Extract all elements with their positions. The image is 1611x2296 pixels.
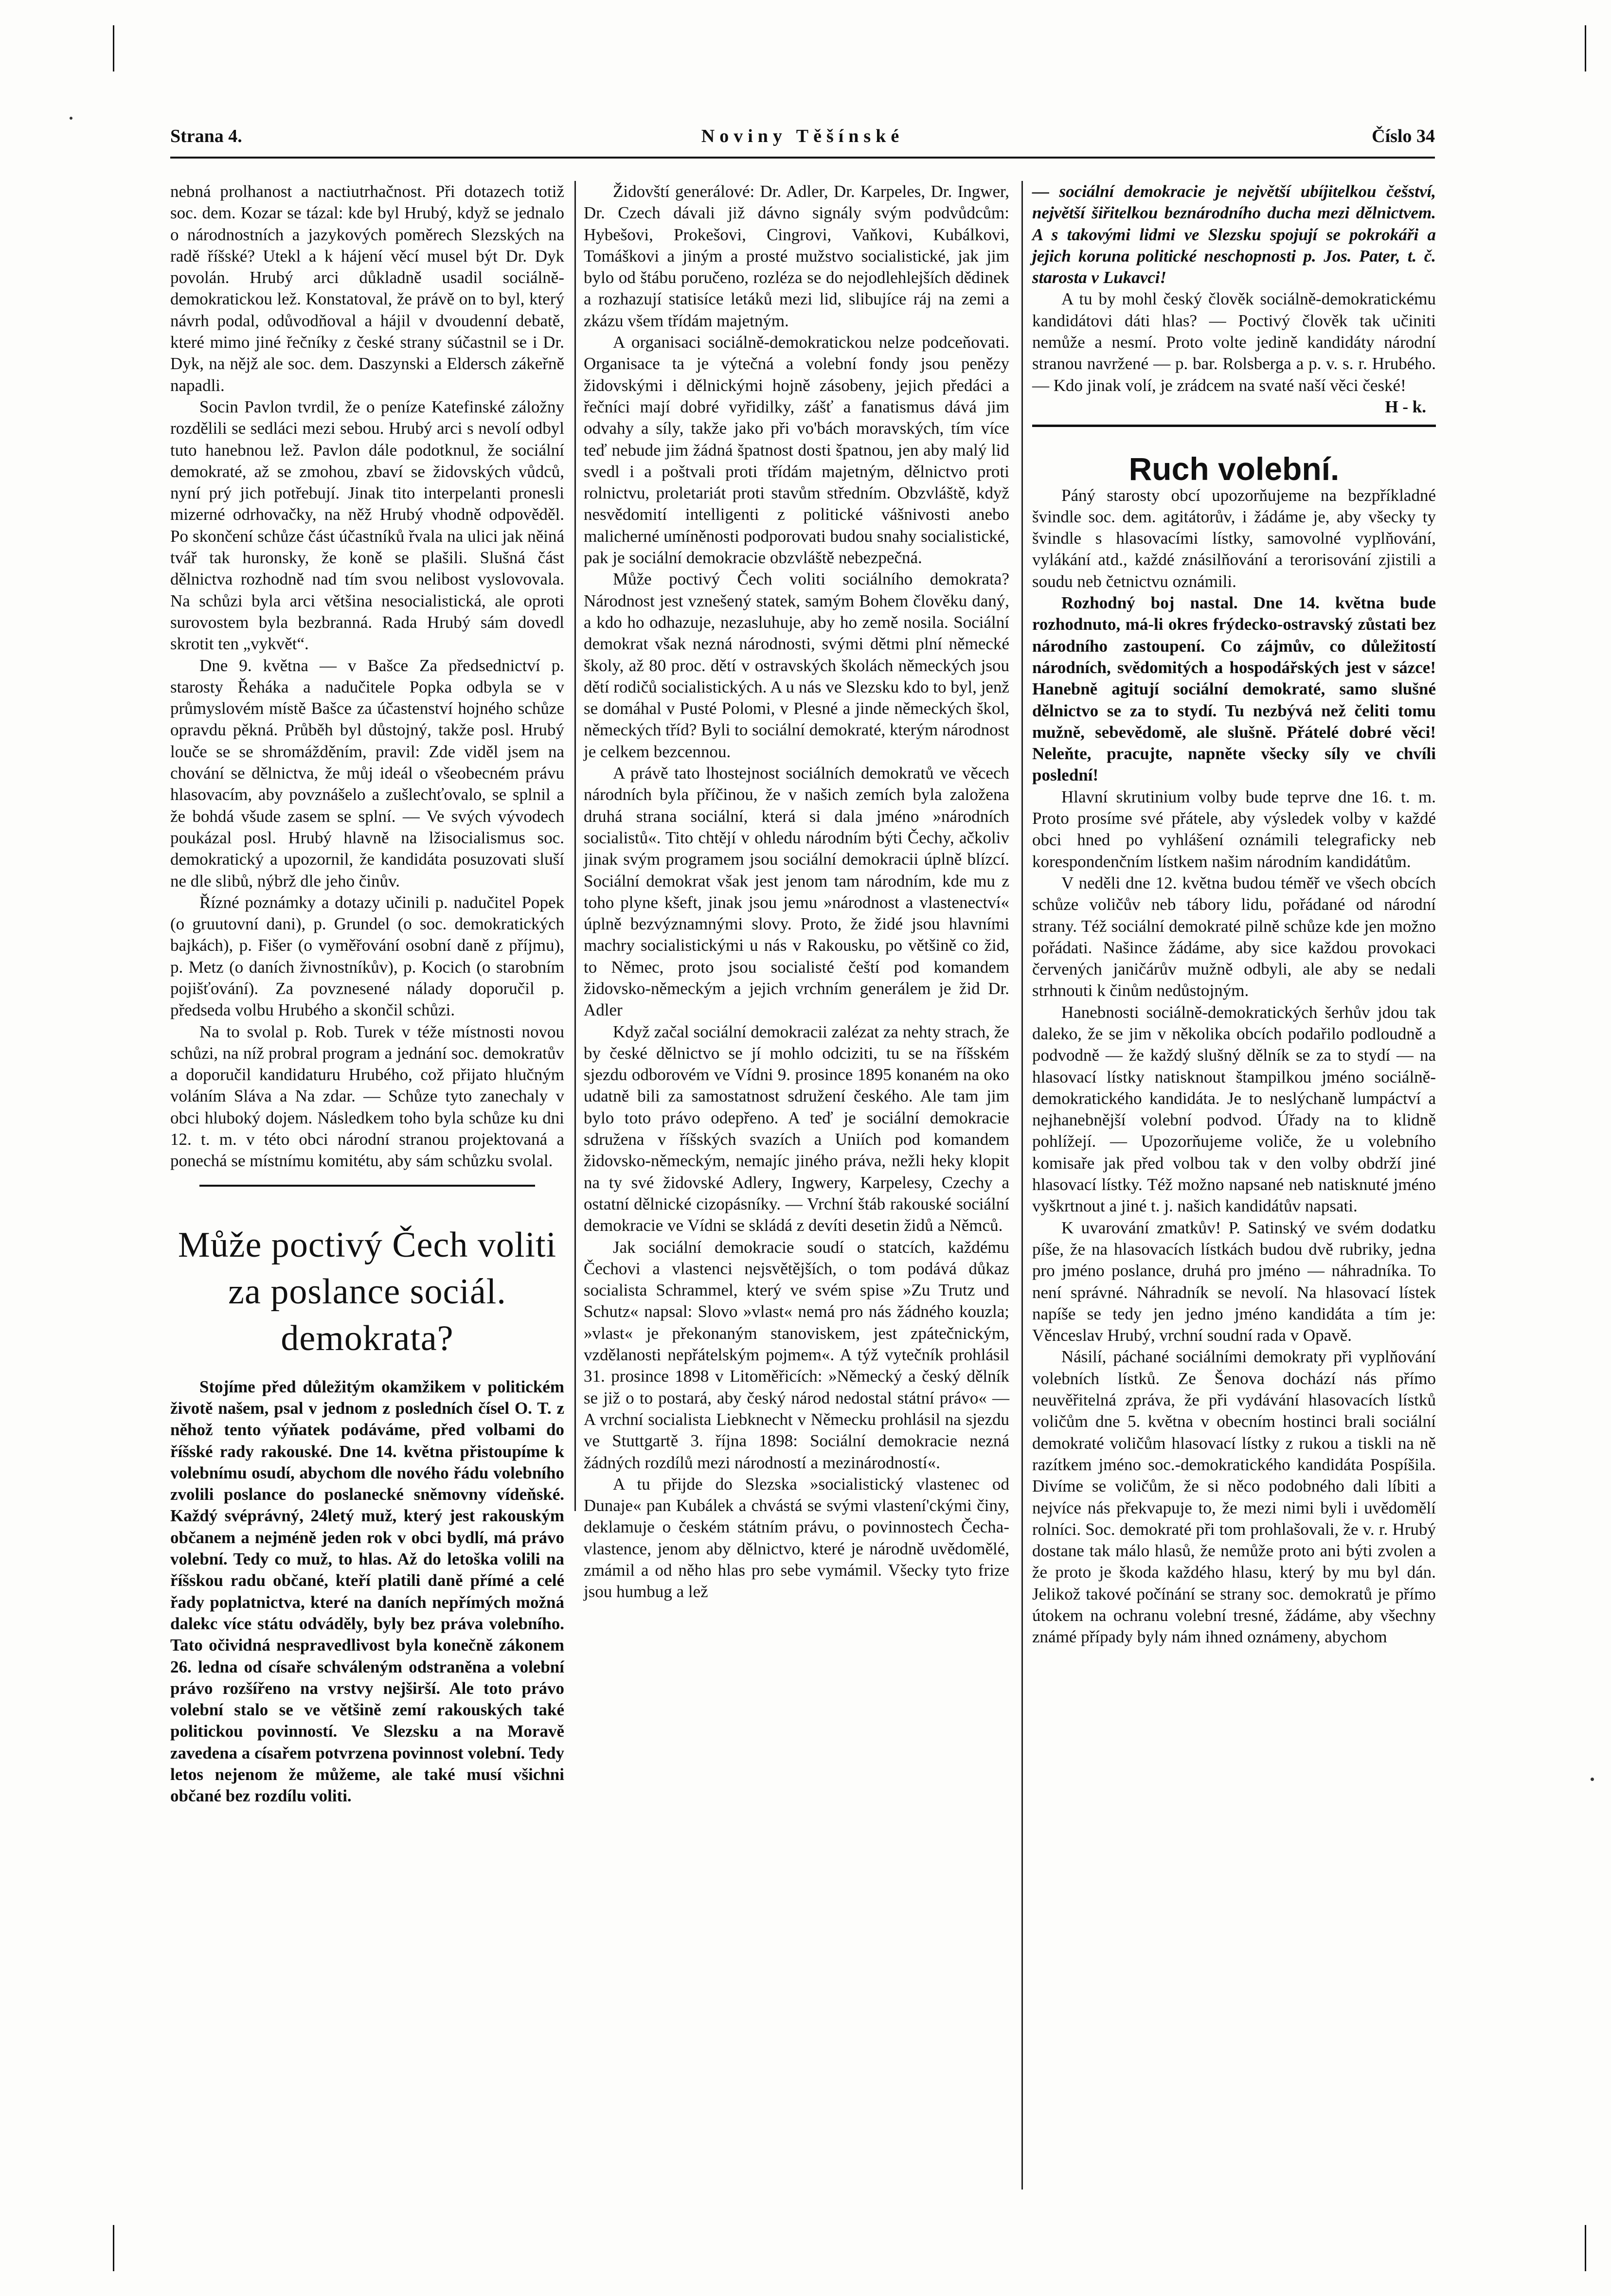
- crop-mark: [1585, 2225, 1586, 2271]
- news-paragraph: Páný starosty obcí upozorňujeme na bezpříkladné švindle soc. dem. agitátorův, i žádáme je, aby všecky ty švindle s hlasovacími lístky, samovolné vyplňování, vylákání atd., každé znásilňování a terorisování zjistili a soudu neb četnictvu oznámili.: [1032, 485, 1436, 591]
- column-divider: [1021, 181, 1023, 2189]
- article-paragraph: Může poctivý Čech voliti sociálního demokrata? Národnost jest vznešený statek, samým Bohem člověku daný, a kdo ho odhazuje, nezasluhuje, aby ho země nosila. Sociální demokrat však nezná národnosti, svými dětmi plní německé školy, až 80 proc. dětí v ostravských školách německých jsou dětí rodičů socialistických. A u nás ve Slezsku kdo to byl, jenž se domáhal v Pusté Polomi, v Plesné a jinde německých škol, německých tříd? Byli to sociální demokraté, kterým národnost je celkem bezcennou.: [584, 570, 1009, 761]
- masthead-title: Noviny Těšínské: [701, 126, 904, 146]
- column-divider: [574, 181, 576, 1511]
- article-paragraph: A tu by mohl český člověk sociálně-demokratickému kandidátovi dáti hlas? — Poctivý člověk tak učiniti nemůže a nesmí. Proto volte jedině kandidáty národní stranou navržené — p. bar. Rolsberga a p. v. s. r. Hrubého. — Kdo jinak volí, je zrádcem na svaté naší věci české!: [1032, 289, 1436, 395]
- crop-mark: [1585, 25, 1586, 71]
- scan-speck: [70, 117, 72, 120]
- article-headline: Může poctivý Čech voliti za poslance sociál. demokrata?: [178, 1225, 557, 1358]
- article-paragraph: Dne 9. května — v Bašce Za předsednictví p. starosty Řeháka a nadučitele Popka odbyla se v průmyslovém místě Bašce za účastenství hojného schůze opravdu pěkná. Průběh byl důstojný, takže posl. Hrubý louče se se shromážděním, pravil: Zde viděl jsem na chování se dělnictva, že můj ideál o všeobecném právu hlasovacím, aby povznášelo a zušlechťovalo, se splnil a že bohdá všude zasem se splní. — Ve svých vývodech poukázal posl. Hrubý hlavně na lžisocialismus soc. demokratický a upozornil, že kandidáta posuzovati sluší ne dle slibů, nýbrž dle jeho činův.: [170, 656, 564, 890]
- page-number: Strana 4.: [170, 126, 242, 146]
- article-paragraph: — sociální demokracie je největší ubíjitelkou češství, největší šiřitelkou beznárodního ducha mezi dělnictvem. A s takovými lidmi ve Slezsku spojují se pokrokáři a jejich koruna politické neschopnosti p. Jos. Pater, t. č. starosta v Lukavci!: [1032, 182, 1436, 287]
- author-signature: H - k.: [1385, 397, 1426, 416]
- crop-mark: [113, 2225, 114, 2271]
- column-2: [584, 181, 1009, 1603]
- news-paragraph: V neděli dne 12. května budou téměř ve všech obcích schůze voličův neb tábory lidu, pořádané od národní strany. Též sociální demokraté pilně schůze kde jen možno pořádati. Našince žádáme, aby sice každou provokaci červených janičárův mužně odbyli, ale aby se nedali strhnouti k činům nedůstojným.: [1032, 873, 1436, 1000]
- scan-speck: [1591, 1778, 1594, 1781]
- article-paragraph: Na to svolal p. Rob. Turek v téže místnosti novou schůzi, na níž probral program a jednání soc. demokratův a doporučil kandidaturu Hrubého, což přijato hlučným voláním Sláva a Na zdar. — Schůze tyto zanechaly v obci hluboký dojem. Následkem toho byla schůze ku dni 12. t. m. v této obci národní stranou projektovaná a ponechá se místnímu komitétu, aby sám schůzku svolal.: [170, 1022, 564, 1171]
- article-separator: [1032, 425, 1436, 427]
- article-paragraph: A organisaci sociálně-demokratickou nelze podceňovati. Organisace ta je výtečná a volební fondy jsou penězy židovskými i dělnickými hojně zásobeny, jejich předáci a řečníci mají dobré vyřidilky, zášť a fanatismus dává jim odvahy a síly, takže jako při vo'bách moravských, tím více teď nebude jim žádná špatnost dosti špatnou, jen aby malý lid svedl i a poštvali proti třídám majetným, dělnictvo proti rolnictvu, proletariát proti stavům středním. Obzvláště, když nesvědomití intelligenti z politické vášnivosti anebo malicherné umíněnosti podporovati budou snahy socialistické, pak je sociální demokracie obzvláště nebezpečná.: [584, 333, 1009, 568]
- column-1: [170, 181, 564, 1807]
- article-paragraph: Jak sociální demokracie soudí o statcích, každému Čechovi a vlastenci nejsvětějších, o tom podává důkaz socialista Schrammel, který ve svém spise »Zu Trutz und Schutz« napsal: Slovo »vlast« nemá pro nás žádného kouzla; »vlast« je překonaným stanoviskem, jest zpátečnickým, vzdělanosti nepřátelským pojmem«. A týž vytečník prohlásil 31. prosince 1898 v Litoměřicích: »Německý a český dělník se již o to postará, aby český národ nedostal státní právo« — A vrchní socialista Liebknecht v Německu prohlásil na sjezdu ve Stuttgartě 3. října 1898: Sociální demokracie nezná žádných rozdílů mezi národností a mezinárodností«.: [584, 1237, 1009, 1472]
- article-paragraph: Socin Pavlon tvrdil, že o peníze Katefinské záložny rozdělili se sedláci mezi sebou. Hrubý arci s nevolí odbyl tuto hanebnou lež. Pavlon dále podotknul, že sociální demokraté, až se zmohou, zbaví se židovských vůdců, nyní prý jich potřebují. Jinak tito interpelanti pronesli mizerné odrhovačky, na něž Hrubý vhodně odpověděl. Po skončení schůze část účastníků řvala na ulici jak něiná tvář tak huronsky, že koně se plašili. Slušná část dělnictva rozhodně nad tím svou nelibost vyslovovala. Na schůzi byla arci většina nesocialistická, ale oproti surovostem byla bezbranná. Rada Hrubý sám dovedl skrotit ten „vykvět“.: [170, 397, 564, 654]
- news-paragraph: K uvarování zmatkův! P. Satinský ve svém dodatku píše, že na hlasovacích lístkách budou dvě rubriky, jedna pro jméno poslance, druhá pro jméno — náhradníka. To není správné. Náhradník se nevolí. Na hlasovací lístek napíše se tedy jen jedno jméno kandidáta a tím je: Věnceslav Hrubý, vrchní soudní rada v Opavě.: [1032, 1218, 1436, 1345]
- news-paragraph: Násilí, páchané sociálními demokraty při vyplňování volebních lístků. Ze Šenova dochází nás přímo neuvěřitelná zpráva, že při vydávání hlasovacích lístků voličům dne 5. května v obecním hostinci brali sociální demokraté voličům hlasovací lístky z rukou a tiskli na ně razítkem jméno soc.-demokratického kandidáta Pospíšila. Divíme se voličům, že si něco podobného dali líbiti a nejvíce nás překvapuje to, že mezi nimi byli i uvědomělí rolníci. Soc. demokraté při tom prohlašovali, že v. r. Hrubý dostane tak málo hlasů, že nemůže proto ani býti zvolen a že proto je škoda každého hlasu, který by mu byl dán. Jelikož takové počínání se strany soc. demokratů je přímo útokem na ochranu volební tresné, žádáme, aby všechny známé případy byly nám ihned oznámeny, abychom: [1032, 1347, 1436, 1647]
- section-headline: Ruch volební.: [1128, 451, 1340, 487]
- news-paragraph: Rozhodný boj nastal. Dne 14. května bude rozhodnuto, má-li okres frýdecko-ostravský zůstati bez národního zastoupení. Co zájmův, co důležitostí národních, svědomitých a hospodářských jest v sázce! Hanebně agitují sociální demokraté, samo slušné dělnictvo se za to stydí. Tu nezbývá než čeliti tomu mužně, sebevědomě, ale slušně. Přátelé dobré věci! Neleňte, pracujte, napněte všecky síly ve chvíli poslední!: [1032, 593, 1436, 785]
- article-paragraph: Řízné poznámky a dotazy učinili p. nadučitel Popek (o gruutovní dani), p. Grundel (o soc. demokratických bajkách), p. Fišer (o vyměřování osobní daně z příjmu), p. Metz (o daních živnostníkův), p. Kocich (o starobním pojišťování). Za povznesené nálady doporučil p. předseda volbu Hrubého a skončil schůzi.: [170, 892, 564, 1020]
- article-paragraph: Stojíme před důležitým okamžikem v politickém životě našem, psal v jednom z posledních čísel O. T. z něhož tento výňatek podáváme, před volbami do říšské rady rakouské. Dne 14. května přistoupíme k volebnímu osudí, abychom dle nového řádu volebního zvolili poslance do poslanecké sněmovny vídeňské. Každý svéprávný, 24letý muž, který jest rakouským občanem a nejméně jeden rok v obci bydlí, má právo volební. Tedy co muž, to hlas. Až do letoška volili na říšskou radu občané, kteří platili daně přímé a celé řady poplatnictva, které na daních nepřímých možná dalekc více státu odváděly, byly bez práva volebního. Tato očividná nespravedlivost byla konečně zákonem 26. ledna od císaře schváleným odstraněna a volební právo rozšířeno na vrstvy nejširší. Ale toto právo volební stalo se ve většině zemí rakouských také politickou povinností. Ve Slezsku a na Moravě zavedena a císařem potvrzena povinnost volební. Tedy letos nejenom že můžeme, ale také musí všichni občané bez rozdílu voliti.: [170, 1377, 564, 1806]
- crop-mark: [113, 25, 114, 71]
- issue-number: Číslo 34: [1372, 126, 1435, 146]
- news-paragraph: Hanebnosti sociálně-demokratických šerhův jdou tak daleko, že se jim v několika obcích podařilo podloudně a podvodně — že každý slušný dělník se za to stydí — na hlasovací lístky natisknout štampilkou jméno sociálně-demokratického kandidáta. Je to neslýchaně lumpáctví a nejhanebnější volební podvod. Úřady na to klidně pohlížejí. — Upozorňujeme voliče, že u volebního komisaře jak před volbou tak v den volby obdrží jiné hlasovací lístky. Též možno napsané neb natisknuté jméno vyškrtnout a jiné t. j. našich kandidátův napsati.: [1032, 1002, 1436, 1216]
- article-paragraph: A právě tato lhostejnost sociálních demokratů ve věcech národních byla příčinou, že v našich zemích byla založena druhá strana sociální, která si dala jméno »národních socialistů«. Tito chtějí v ohledu národním býti Čechy, ačkoliv jinak svým programem jsou sociální demokracii úplně blízcí. Sociální demokrat však jest jenom tam národním, kde mu z toho plyne kšeft, jinak jsou jemu »národnost a vlastenectví« úplně bezvýznamnými slovy. Proto, že židé jsou hlavními machry socialistickými u nás v Rakousku, po většině co žid, to Němec, proto jsou socialisté čeští pod komandem židovsko-německým a jejich vrchním generálem je žid Dr. Adler: [584, 764, 1009, 1020]
- page-header: [170, 125, 1435, 155]
- article-paragraph: Když začal sociální demokracii zalézat za nehty strach, že by české dělnictvo se jí mohlo odciziti, tu se na říšském sjezdu odborovém ve Vídni 9. prosince 1895 konaném na oko udatně bili za samostatnost sdružení českého. Ale tam jim bylo toto právo odepřeno. A teď je sociální demokracie sdružena v říšských svazích a Uniích pod komandem židovsko-německým, nemajíc jiného práva, nežli heky klopit na ty své židovské Adlery, Ingwery, Karpelesy, Czechy a ostatní dělnické cizopásníky. — Vrchní štáb rakouské sociální demokracie ve Vídni se skládá z devíti desetin židů a Němců.: [584, 1022, 1009, 1235]
- article-separator: [199, 1185, 535, 1187]
- article-paragraph: A tu přijde do Slezska »socialistický vlastenec od Dunaje« pan Kubálek a chvástá se svými vlastení'ckými činy, deklamuje o českém státním právu, o povinnostech Čecha-vlastence, jenom aby dělnictvo, které je národně uvědomělé, zmámil a od něho hlas pro sebe vymámil. Všecky tyto frize jsou humbug a lež: [584, 1474, 1009, 1602]
- news-paragraph: Hlavní skrutinium volby bude teprve dne 16. t. m. Proto prosíme své přátele, aby výsledek volby v každé obci hned po vyhlášení oznámili telegraficky neb korespondenčním lístkem našim národním kandidátům.: [1032, 787, 1436, 871]
- column-3: [1032, 181, 1436, 1648]
- article-paragraph: nebná prolhanost a nactiutrhačnost. Při dotazech totiž soc. dem. Kozar se tázal: kde byl Hrubý, když se jednalo o národnostních a jazykových poměrech Slezských na radě říšské? Utekl a k hájení věcí musel být Dr. Dyk povolán. Hrubý arci důkladně usadil sociálně-demokratickou lež. Konstatoval, že právě on to byl, který návrh podal, odůvodňoval a hájil v dvoudenní debatě, které mimo jiné řečníky z české strany súčastnil se i Dr. Dyk, na nějž ale soc. dem. Daszynski a Eldersch zákeřně napadli.: [170, 182, 564, 395]
- header-rule: [170, 157, 1435, 159]
- article-paragraph: Židovští generálové: Dr. Adler, Dr. Karpeles, Dr. Ingwer, Dr. Czech dávali již dávno signály svým podvůdcům: Hybešovi, Prokešovi, Cingrovi, Vaňkovi, Kubálkovi, Tomáškovi a jiným a prosté mužstvo socialistické, jak jim bylo od štábu poručeno, rozléza se do nejodlehlejších dědinek a rozhazují statisíce letáků mezi lid, slibujíce ráj na zemi a zkázu všem třídám majetným.: [584, 182, 1009, 330]
